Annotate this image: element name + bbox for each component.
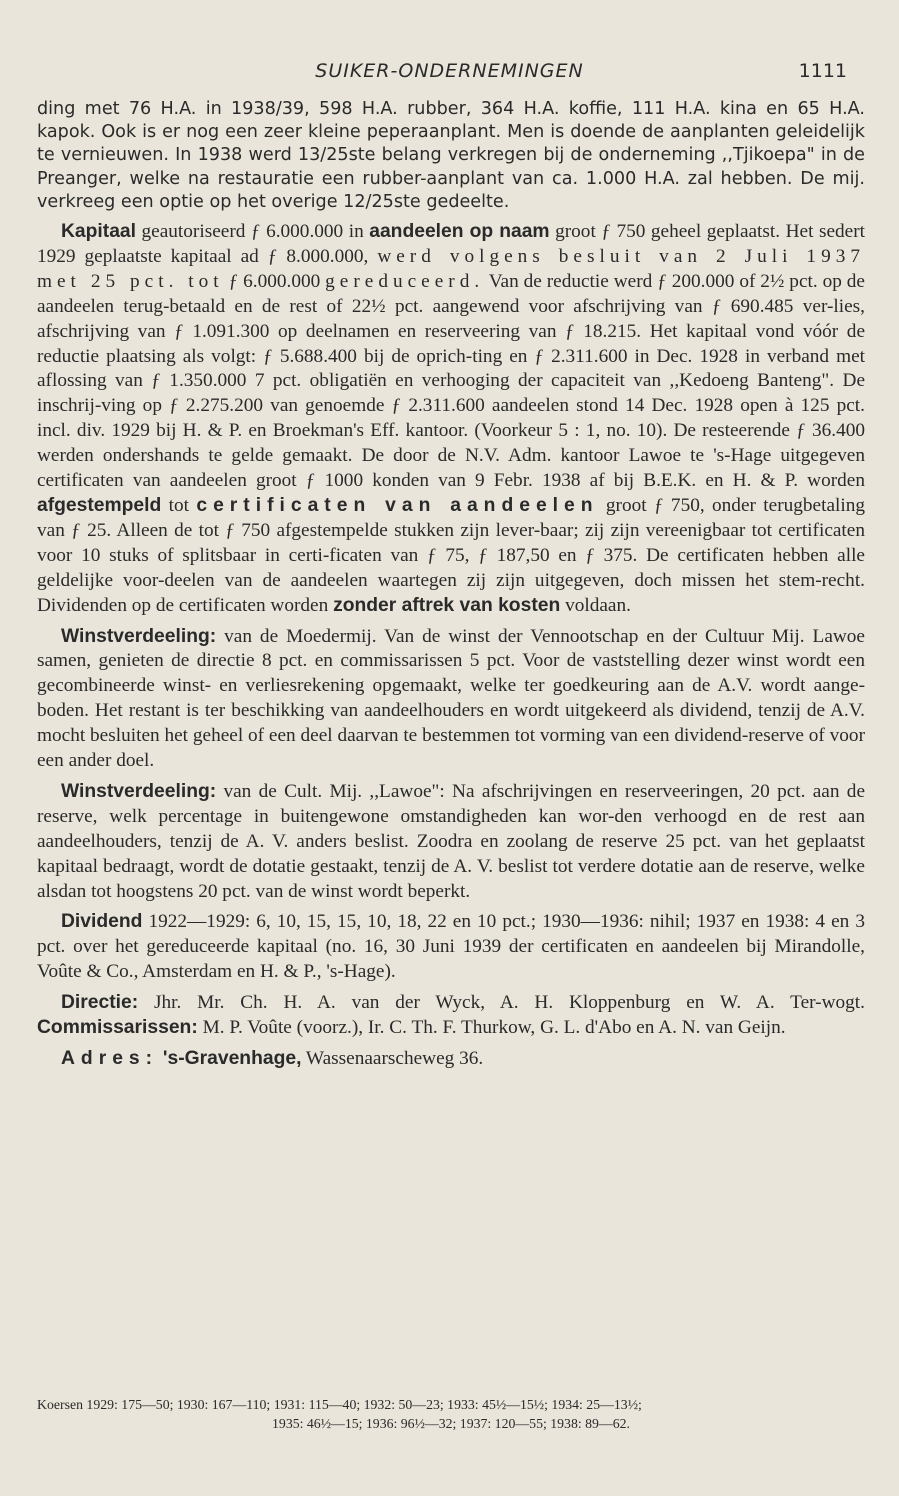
kapitaal-text-2: groot ƒ 750 geheel geplaatst. Het sedert 1929 geplaatste kapitaal ad ƒ 8.000.000, xyxy=(37,221,866,267)
dividend-paragraph xyxy=(37,910,865,985)
kapitaal-text-3: ƒ 6.000.000 xyxy=(223,270,326,292)
kapitaal-text-6: groot ƒ 750, onder terugbetaling van ƒ 25. Alleen de tot ƒ 750 afgestempelde stukken zijn lever-baar; zij zijn vereenigbaar tot certificaten voor 10 stuks of splitsbaar in certi-ficaten van ƒ 75, ƒ 187,50 en ƒ 375. De certificaten hebben alle geldelijke voor-deelen van de aandeelen waartegen zij zijn uitgegeven, doch missen het stem-recht. Dividenden op de certificaten worden xyxy=(37,494,866,616)
kapitaal-spaced-2: gereduceerd. xyxy=(325,270,485,292)
dividend-text: 1922—1929: 6, 10, 15, 15, 10, 18, 22 en 10 pct.; 1930—1936: nihil; 1937 en 1938: 4 en 3 pct. over het gereduceerde kapitaal (no. 16, 30 Juni 1939 der certificaten en aandeelen bij Mirandolle, Voûte & Co., Amsterdam en H. & P., 's-Hage). xyxy=(37,911,865,983)
kapitaal-label: Kapitaal xyxy=(61,221,137,243)
commissarissen-label: Commissarissen: xyxy=(37,1017,198,1039)
winstverdeeling-label: Winstverdeeling: xyxy=(61,625,217,647)
page-number: 1111 xyxy=(798,60,847,82)
running-title: SUIKER-ONDERNEMINGEN xyxy=(315,60,584,82)
koersen-line-2: 1935: 46½—15; 1936: 96½—32; 1937: 120—55; 1938: 89—62. xyxy=(272,1416,630,1431)
adres-paragraph xyxy=(37,1047,865,1072)
directie-text: Jhr. Mr. Ch. H. A. van der Wyck, A. H. Kloppenburg en W. A. Ter-wogt. xyxy=(138,992,865,1014)
directie-label: Directie: xyxy=(61,992,139,1014)
kapitaal-spaced-bold: certificaten van aandeelen xyxy=(196,494,599,516)
kapitaal-text-7: voldaan. xyxy=(560,594,631,616)
kapitaal-text-4: Van de reductie werd ƒ 200.000 of 2½ pct. op de aandeelen terug-betaald en de rest of 22½ pct. aangewend voor afschrijving van ƒ 690.485 ver-lies, afschrijving van ƒ 1.091.300 op deelnamen en reserveering van ƒ 18.215. Het kapitaal vond vóór de reductie plaatsing als volgt: ƒ 5.688.400 bij de oprich-ting en ƒ 2.311.600 in Dec. 1928 in verband met aflossing van ƒ 1.350.000 7 pct. obligatiën en verhooging der capaciteit van ,,Kedoeng Banteng". De inschrij-ving op ƒ 2.275.200 van genoemde ƒ 2.311.600 aandeelen stond 14 Dec. 1928 open à 125 pct. incl. div. 1929 bij H. & P. en Broekman's Eff. kantoor. (Voorkeur 5 : 1, no. 10). De resteerende ƒ 36.400 werden ondershands te gelde gemaakt. De door de N.V. Adm. kantoor Lawoe te 's-Hage uitgegeven certificaten van aandeelen groot ƒ 1000 konden van 9 Febr. 1938 af bij B.E.K. en H. & P. worden xyxy=(37,270,865,492)
kapitaal-bold-3: zonder aftrek van kosten xyxy=(333,594,561,616)
winstverdeeling-label: Winstverdeeling: xyxy=(61,780,217,802)
kapitaal-spaced-1: werd volgens besluit van 2 Juli 1937 met 25 pct. tot xyxy=(37,245,865,292)
winstverdeeling-text: van de Cult. Mij. ,,Lawoe": Na afschrijvingen en reserveeringen, 20 pct. aan de reserve, welk percentage in buitengewone omstandigheden kan wor-den verhoogd en de rest aan aandeelhouders, tenzij de A. V. anders beslist. Zoodra en zoolang de reserve 25 pct. van het geplaatst kapitaal bedraagt, wordt de dotatie gestaakt, tenzij de A. V. beslist tot verdere dotatie aan de reserve, welke alsdan tot hoogstens 20 pct. van de winst wordt beperkt. xyxy=(37,780,865,902)
winstverdeeling-moedermij-paragraph xyxy=(37,625,865,774)
kapitaal-bold-1: aandeelen op naam xyxy=(369,221,550,243)
koersen-line-1: Koersen 1929: 175—50; 1930: 167—110; 1931: 115—40; 1932: 50—23; 1933: 45½—15½; 1934: 25—13½; xyxy=(37,1397,642,1412)
adres-city: 's-Gravenhage, xyxy=(162,1048,302,1070)
adres-street: Wassenaarscheweg 36. xyxy=(301,1048,484,1070)
koersen-footnote xyxy=(37,1395,865,1433)
intro-paragraph: ding met 76 H.A. in 1938/39, 598 H.A. rubber, 364 H.A. koffie, 111 H.A. kina en 65 H.A. kapok. Ook is er nog een zeer kleine peperaanplant. Men is doende de aanplanten geleidelijk te vernieuwen. In 1938 werd 13/25ste belang verkregen bij de onderneming ,,Tjikoepa" in de Preanger, welke na restauratie een rubber-aanplant van ca. 1.000 H.A. zal hebben. De mij. verkreeg een optie op het overige 12/25ste gedeelte. xyxy=(37,99,865,212)
kapitaal-text-5: tot xyxy=(161,494,197,516)
directie-paragraph xyxy=(37,991,865,1041)
commissarissen-text: M. P. Voûte (voorz.), Ir. C. Th. F. Thurkow, G. L. d'Abo en A. N. van Geijn. xyxy=(197,1017,786,1039)
kapitaal-paragraph xyxy=(37,220,865,619)
adres-label: Adres: xyxy=(61,1048,159,1070)
page-header xyxy=(0,60,899,90)
page-body xyxy=(37,98,865,1072)
dividend-label: Dividend xyxy=(61,911,143,933)
winstverdeeling-text: van de Moedermij. Van de winst der Vennootschap en der Cultuur Mij. Lawoe samen, genieten de directie 8 pct. en commissarissen 5 pct. Voor de vaststelling dezer winst wordt een gecombineerde winst- en verliesrekening opgemaakt, welke ter goedkeuring aan de A.V. wordt aange-boden. Het restant is ter beschikking van aandeelhouders en wordt uitgekeerd als dividend, tenzij de A.V. mocht besluiten het geheel of een deel daarvan te bestemmen tot vorming van een dividend-reserve of voor een ander doel. xyxy=(37,625,865,772)
kapitaal-text-1: geautoriseerd ƒ 6.000.000 in xyxy=(136,221,370,243)
winstverdeeling-lawoe-paragraph xyxy=(37,780,865,905)
kapitaal-bold-2: afgestempeld xyxy=(37,494,162,516)
